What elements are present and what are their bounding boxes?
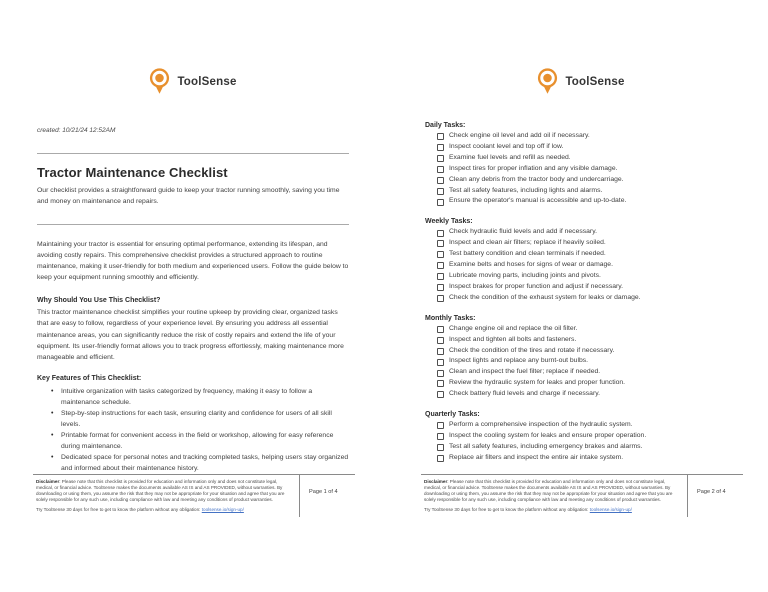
feature-bullet: • Intuitive organization with tasks categorized by frequency, making it easy to follow a maintenance schedule. <box>37 386 349 408</box>
page-footer <box>33 474 355 517</box>
task-row <box>425 282 737 293</box>
task-checkbox <box>437 240 444 247</box>
task-checkbox <box>437 284 444 291</box>
task-row <box>425 431 737 442</box>
task-label: Examine fuel levels and refill as needed. <box>449 153 571 161</box>
task-checkbox <box>437 177 444 184</box>
task-checkbox <box>437 455 444 462</box>
task-label: Check engine oil level and add oil if necessary. <box>449 132 590 139</box>
task-row <box>425 142 737 153</box>
task-label: Inspect and clean air filters; replace if heavily soiled. <box>449 239 606 247</box>
task-checkbox <box>437 155 444 162</box>
task-row <box>425 389 737 400</box>
task-row <box>425 186 737 197</box>
task-label: Inspect the cooling system for leaks and ensure proper operation. <box>449 431 647 439</box>
task-checkbox <box>437 422 444 429</box>
section-heading: Monthly Tasks: <box>425 314 476 322</box>
disclaimer-text <box>36 479 293 503</box>
task-label: Inspect and tighten all bolts and fasteners. <box>449 335 577 343</box>
feature-bullet: • Printable format for convenient access in the field or workshop, allowing for easy reference during maintenance. <box>37 430 349 452</box>
brand-name: ToolSense <box>565 75 625 88</box>
task-label: Change engine oil and replace the oil filter. <box>449 324 578 332</box>
trial-text-label: Try ToolSense 30 days for free to get to know the platform without any obligation: <box>424 506 590 512</box>
task-label: Ensure the operator's manual is accessible and up-to-date. <box>449 197 627 205</box>
feature-bullet: • Dedicated space for personal notes and tracking completed tasks, helping users stay organized and informed about their maintenance history. <box>37 452 349 474</box>
task-checkbox <box>437 144 444 151</box>
task-row <box>425 453 737 464</box>
signup-link[interactable]: toolsense.io/sign-up/ <box>589 506 632 512</box>
task-label: Inspect tires for proper inflation and any visible damage. <box>449 164 618 172</box>
feature-bullet: • Step-by-step instructions for each task, ensuring clarity and confidence for users of all skill levels. <box>37 408 349 430</box>
why-paragraph: This tractor maintenance checklist simplifies your routine upkeep by providing clear, organized tasks that are easy to follow, regardless of your experience level. By ensuring you address all essential maintenance areas, you can significantly reduce the risk of costly repairs and extend the life of your equipment. Its user-friendly format allows you to track progress effortlessly, making maintenance more manageable and efficient. <box>37 309 344 362</box>
footer-page-number-cell <box>299 475 355 517</box>
disclaimer-body: : Please note that this checklist is provided for education and information only and does not constitute legal, medical, or financial advice. ToolSense makes the documents available AS IS and AS PROVIDED, without warranties. By downloading or using them, you assume the risk that they may not be appropriate for your situation and agree that you are solely responsible for any such use, including compliance with law and meeting any conditions of product warranties. <box>424 478 673 502</box>
task-row <box>425 153 737 164</box>
divider <box>37 153 349 154</box>
task-checkbox <box>437 433 444 440</box>
intro-paragraph: Maintaining your tractor is essential for ensuring optimal performance, extending its lifespan, and avoiding costly repairs. This comprehensive checklist provides a structured approach to routine maintenance, making it user-friendly for both medium and experienced users. Follow the guide below to keep your equipment running smoothly and efficiently. <box>37 240 349 282</box>
task-checkbox <box>437 380 444 387</box>
task-checkbox <box>437 230 444 237</box>
task-label: Inspect lights and replace any burnt-out bulbs. <box>449 357 589 365</box>
task-checkbox <box>437 251 444 258</box>
toolsense-pin-icon <box>149 68 170 95</box>
task-label: Check the condition of the exhaust system for leaks or damage. <box>449 293 641 301</box>
task-row <box>425 164 737 175</box>
task-row <box>425 442 737 453</box>
toolsense-logo <box>37 68 349 95</box>
features-heading: Key Features of This Checklist: <box>37 374 142 382</box>
task-label: Test all safety features, including lights and alarms. <box>449 186 603 194</box>
task-label: Clean and inspect the fuel filter; replace if needed. <box>449 368 601 376</box>
task-label: Lubricate moving parts, including joints and pivots. <box>449 271 601 279</box>
brand-name: ToolSense <box>177 75 237 88</box>
page-number: Page 1 of 4 <box>309 488 338 495</box>
document-page-2 <box>421 68 743 512</box>
task-label: Test all safety features, including emergency brakes and alarms. <box>449 442 643 450</box>
section-heading: Quarterly Tasks: <box>425 411 480 419</box>
why-heading: Why Should You Use This Checklist? <box>37 296 161 304</box>
task-row <box>425 249 737 260</box>
document-page-1 <box>33 68 355 512</box>
task-row <box>425 227 737 238</box>
task-checkbox <box>437 370 444 377</box>
task-sections <box>425 120 737 464</box>
task-row <box>425 378 737 389</box>
page-footer <box>421 474 743 517</box>
task-checkbox <box>437 337 444 344</box>
section-heading: Daily Tasks: <box>425 122 466 129</box>
task-label: Perform a comprehensive inspection of the hydraulic system. <box>449 421 633 429</box>
task-row <box>425 356 737 367</box>
document-subtitle: Our checklist provides a straightforward guide to keep your tractor running smoothly, saving you time and money on maintenance and repairs. <box>37 187 340 206</box>
disclaimer-body: : Please note that this checklist is provided for education and information only and does not constitute legal, medical, or financial advice. ToolSense makes the documents available AS IS and AS PROVIDED, without warranties. By downloading or using them, you assume the risk that they may not be appropriate for your situation and agree that you are solely responsible for any such use, including compliance with law and meeting any conditions of product warranties. <box>36 478 285 502</box>
task-checkbox <box>437 359 444 366</box>
task-row <box>425 131 737 142</box>
footer-disclaimer-block <box>421 475 687 517</box>
task-row <box>425 175 737 186</box>
task-row <box>425 293 737 304</box>
task-checkbox <box>437 326 444 333</box>
task-checkbox <box>437 444 444 451</box>
divider <box>37 224 349 225</box>
task-checkbox <box>437 166 444 173</box>
document-title: Tractor Maintenance Checklist <box>37 165 228 180</box>
task-label: Inspect coolant level and top off if low. <box>449 142 564 150</box>
trial-text <box>424 507 681 513</box>
disclaimer-label: Disclaimer <box>424 478 448 484</box>
task-checkbox <box>437 188 444 195</box>
task-label: Inspect brakes for proper function and adjust if necessary. <box>449 282 624 290</box>
task-row <box>425 335 737 346</box>
footer-disclaimer-block <box>33 475 299 517</box>
task-label: Examine belts and hoses for signs of wear or damage. <box>449 261 613 269</box>
task-row <box>425 420 737 431</box>
task-checkbox <box>437 262 444 269</box>
task-label: Check the condition of the tires and rotate if necessary. <box>449 346 615 354</box>
task-label: Check hydraulic fluid levels and add if necessary. <box>449 228 597 236</box>
task-row <box>425 260 737 271</box>
task-checkbox <box>437 199 444 206</box>
task-checkbox <box>437 391 444 398</box>
task-label: Test battery condition and clean terminals if needed. <box>449 250 606 258</box>
task-checkbox <box>437 295 444 302</box>
task-row <box>425 238 737 249</box>
task-checkbox <box>437 273 444 280</box>
trial-text <box>36 507 293 513</box>
page-number: Page 2 of 4 <box>697 488 726 495</box>
task-checkbox <box>437 348 444 355</box>
disclaimer-label: Disclaimer <box>36 478 60 484</box>
section-heading: Weekly Tasks: <box>425 218 473 226</box>
task-checkbox <box>437 133 444 140</box>
task-label: Clean any debris from the tractor body and undercarriage. <box>449 175 624 183</box>
task-row <box>425 196 737 207</box>
task-label: Check battery fluid levels and charge if necessary. <box>449 390 600 398</box>
signup-link[interactable]: toolsense.io/sign-up/ <box>201 506 244 512</box>
created-timestamp: created: 10/21/24 12:52AM <box>37 127 116 134</box>
task-row <box>425 271 737 282</box>
task-label: Review the hydraulic system for leaks and proper function. <box>449 379 626 387</box>
trial-text-label: Try ToolSense 30 days for free to get to know the platform without any obligation: <box>36 506 202 512</box>
features-list <box>37 386 349 474</box>
footer-page-number-cell <box>687 475 743 517</box>
disclaimer-text <box>424 479 681 503</box>
toolsense-pin-icon <box>537 68 558 95</box>
task-row <box>425 367 737 378</box>
task-label: Replace air filters and inspect the entire air intake system. <box>449 453 624 461</box>
toolsense-logo <box>425 68 737 95</box>
task-row <box>425 324 737 335</box>
task-row <box>425 346 737 357</box>
